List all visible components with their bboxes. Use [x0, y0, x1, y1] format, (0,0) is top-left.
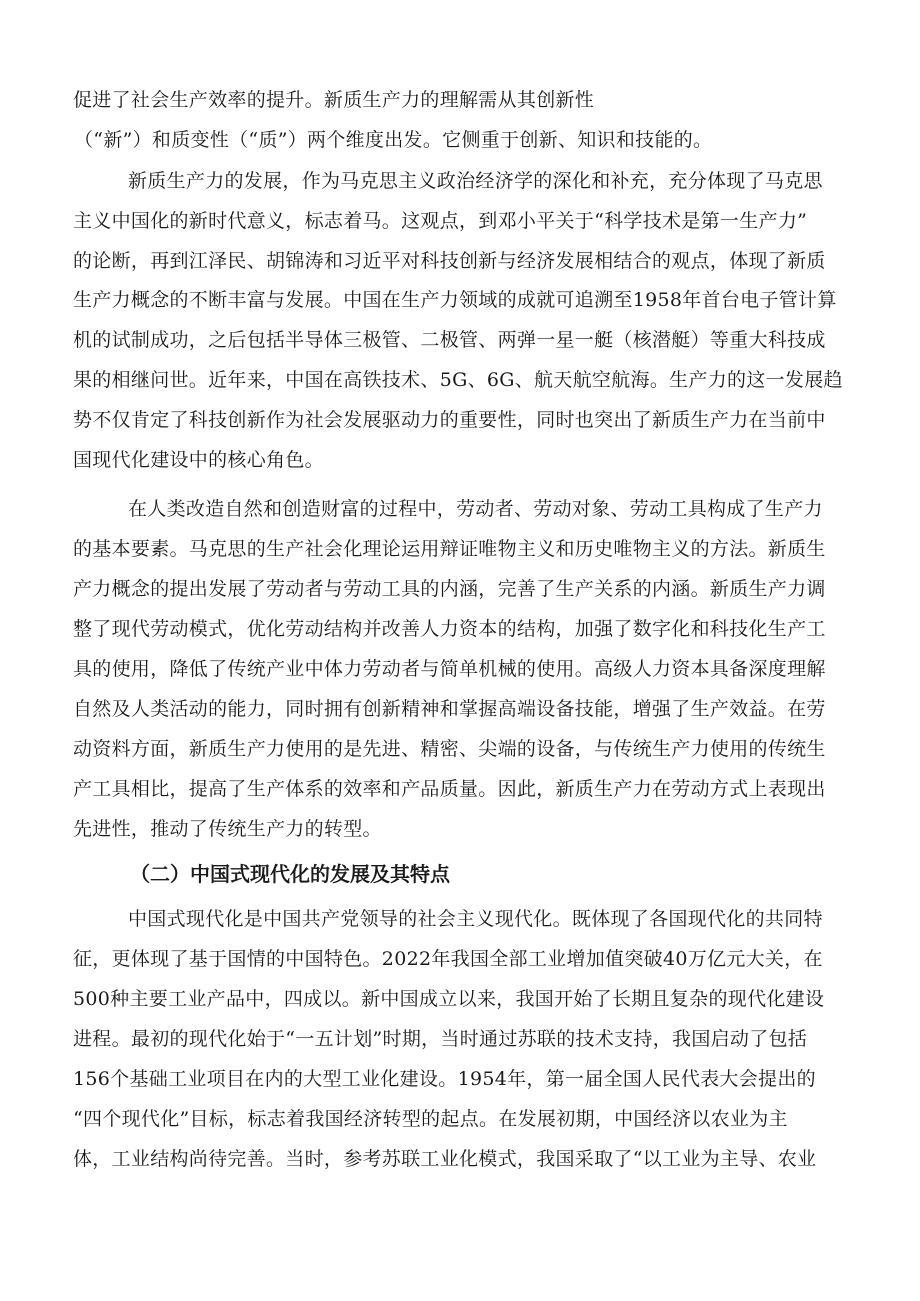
text-line: 国现代化建设中的核心角色。	[73, 449, 324, 471]
text-line: 的基本要素。马克思的生产社会化理论运用辩证唯物主义和历史唯物主义的方法。新质生	[73, 538, 826, 560]
text-line: 产力概念的提出发展了劳动者与劳动工具的内涵，完善了生产关系的内涵。新质生产力调	[73, 578, 826, 600]
text-line: 新质生产力的发展，作为马克思主义政治经济学的深化和补充，充分体现了马克思	[128, 170, 823, 192]
text-line: （“新”）和质变性（“质”）两个维度出发。它侧重于创新、知识和技能的。	[74, 129, 713, 151]
text-line: 进程。最初的现代化始于“一五计划”时期，当时通过苏联的技术支持，我国启动了包括	[73, 1028, 808, 1050]
text-line: 中国式现代化是中国共产党领导的社会主义现代化。既体现了各国现代化的共同特	[128, 908, 823, 930]
text-line: 果的相继问世。近年来，中国在高铁技术、5G、6G、航天航空航海。生产力的这一发展趋	[73, 369, 843, 391]
section-heading: （二）中国式现代化的发展及其特点	[130, 862, 450, 886]
text-line: “四个现代化”目标，标志着我国经济转型的起点。在发展初期，中国经济以农业为主	[73, 1108, 788, 1130]
text-line: 促进了社会生产效率的提升。新质生产力的理解需从其创新性	[73, 89, 595, 111]
text-line: 机的试制成功，之后包括半导体三极管、二极管、两弹一星一艇（核潜艇）等重大科技成	[73, 329, 826, 351]
text-line: 主义中国化的新时代意义，标志着马。这观点，到邓小平关于“科学技术是第一生产力”	[73, 210, 808, 232]
text-line: 整了现代劳动模式，优化劳动结构并改善人力资本的结构，加强了数字化和科技化生产工	[73, 618, 826, 640]
text-line: 体，工业结构尚待完善。当时，参考苏联工业化模式，我国采取了“以工业为主导、农业	[73, 1148, 817, 1170]
text-line: 产工具相比，提高了生产体系的效率和产品质量。因此，新质生产力在劳动方式上表现出	[73, 778, 826, 800]
text-line: 先进性，推动了传统生产力的转型。	[73, 818, 382, 840]
text-line: 500种主要工业产品中，四成以。新中国成立以来，我国开始了长期且复杂的现代化建设	[73, 988, 825, 1010]
text-line: 在人类改造自然和创造财富的过程中，劳动者、劳动对象、劳动工具构成了生产力	[128, 498, 823, 520]
text-line: 势不仅肯定了科技创新作为社会发展驱动力的重要性，同时也突出了新质生产力在当前中	[73, 409, 826, 431]
text-line: 生产力概念的不断丰富与发展。中国在生产力领域的成就可追溯至1958年首台电子管计算	[73, 289, 837, 311]
text-line: 的论断，再到江泽民、胡锦涛和习近平对科技创新与经济发展相结合的观点，体现了新质	[73, 250, 826, 272]
text-line: 具的使用，降低了传统产业中体力劳动者与简单机械的使用。高级人力资本具备深度理解	[73, 658, 826, 680]
text-line: 征，更体现了基于国情的中国特色。2022年我国全部工业增加值突破40万亿元大关，在	[73, 948, 823, 970]
text-line: 动资料方面，新质生产力使用的是先进、精密、尖端的设备，与传统生产力使用的传统生	[73, 738, 826, 760]
text-line: 自然及人类活动的能力，同时拥有创新精神和掌握高端设备技能，增强了生产效益。在劳	[73, 698, 826, 720]
text-line: 156个基础工业项目在内的大型工业化建设。1954年，第一届全国人民代表大会提出的	[73, 1068, 816, 1090]
